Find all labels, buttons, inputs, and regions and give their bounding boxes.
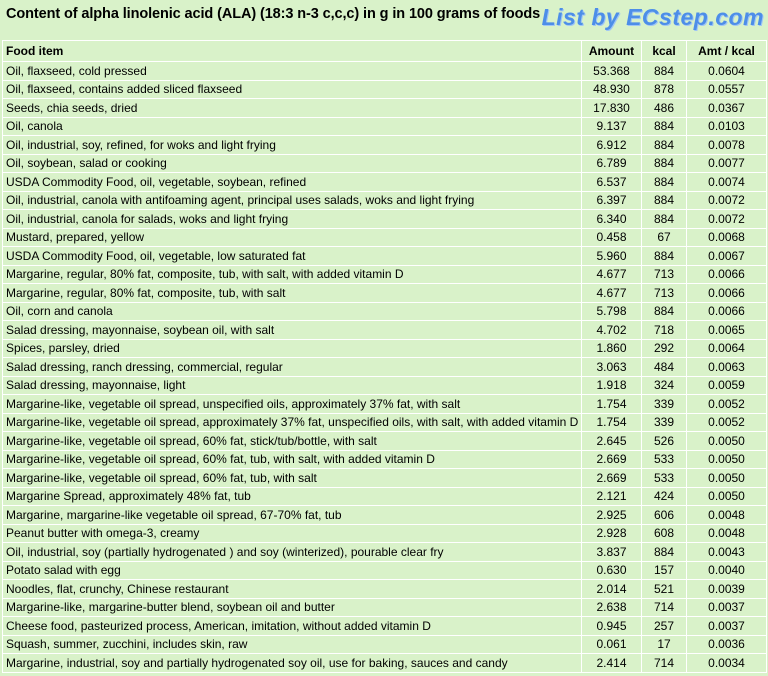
table-row [3,376,767,395]
amt-per-kcal-cell: 0.0103 [687,117,767,136]
food-item-cell: Potato salad with egg [3,561,582,580]
amt-per-kcal-cell: 0.0050 [687,450,767,469]
food-item-cell: Margarine-like, margarine-butter blend, soybean oil and butter [3,598,582,617]
amount-cell: 2.121 [582,487,642,506]
kcal-cell: 484 [642,358,687,377]
table-body [3,62,767,673]
amt-per-kcal-cell: 0.0077 [687,154,767,173]
amount-cell: 1.754 [582,395,642,414]
food-item-cell: Mustard, prepared, yellow [3,228,582,247]
amount-cell: 0.061 [582,635,642,654]
amt-per-kcal-cell: 0.0037 [687,598,767,617]
table-row [3,395,767,414]
amt-per-kcal-cell: 0.0064 [687,339,767,358]
amt-per-kcal-cell: 0.0050 [687,487,767,506]
table-row [3,117,767,136]
amt-per-kcal-cell: 0.0034 [687,654,767,673]
kcal-cell: 884 [642,136,687,155]
kcal-cell: 606 [642,506,687,525]
column-header-amount: Amount [582,41,642,62]
amount-cell: 4.702 [582,321,642,340]
amount-cell: 2.928 [582,524,642,543]
kcal-cell: 884 [642,117,687,136]
table-row [3,543,767,562]
food-item-cell: Oil, industrial, soy (partially hydrogenated ) and soy (winterized), pourable clear fry [3,543,582,562]
amount-cell: 1.918 [582,376,642,395]
food-item-cell: Peanut butter with omega-3, creamy [3,524,582,543]
amount-cell: 2.645 [582,432,642,451]
kcal-cell: 257 [642,617,687,636]
table-row [3,284,767,303]
amt-per-kcal-cell: 0.0052 [687,395,767,414]
table-row [3,561,767,580]
table-row [3,154,767,173]
table-row [3,358,767,377]
kcal-cell: 339 [642,413,687,432]
amount-cell: 3.063 [582,358,642,377]
table-row [3,487,767,506]
food-item-cell: Margarine-like, vegetable oil spread, approximately 37% fat, unspecified oils, with salt, with added vitamin D [3,413,582,432]
amount-cell: 2.669 [582,450,642,469]
amt-per-kcal-cell: 0.0066 [687,302,767,321]
amount-cell: 0.945 [582,617,642,636]
table-row [3,339,767,358]
amount-cell: 48.930 [582,80,642,99]
kcal-cell: 713 [642,284,687,303]
food-item-cell: Margarine, industrial, soy and partially hydrogenated soy oil, use for baking, sauces and candy [3,654,582,673]
amount-cell: 1.860 [582,339,642,358]
food-item-cell: Noodles, flat, crunchy, Chinese restaurant [3,580,582,599]
kcal-cell: 714 [642,654,687,673]
amount-cell: 9.137 [582,117,642,136]
column-header-amt-per-kcal: Amt / kcal [687,41,767,62]
table-row [3,99,767,118]
amount-cell: 6.397 [582,191,642,210]
kcal-cell: 884 [642,191,687,210]
kcal-cell: 339 [642,395,687,414]
amount-cell: 6.340 [582,210,642,229]
amt-per-kcal-cell: 0.0037 [687,617,767,636]
table-row [3,450,767,469]
food-item-cell: Margarine, regular, 80% fat, composite, tub, with salt [3,284,582,303]
kcal-cell: 884 [642,173,687,192]
amount-cell: 5.798 [582,302,642,321]
amount-cell: 2.414 [582,654,642,673]
amt-per-kcal-cell: 0.0072 [687,191,767,210]
kcal-cell: 533 [642,469,687,488]
food-item-cell: Margarine, regular, 80% fat, composite, tub, with salt, with added vitamin D [3,265,582,284]
food-item-cell: USDA Commodity Food, oil, vegetable, soybean, refined [3,173,582,192]
kcal-cell: 884 [642,210,687,229]
amount-cell: 5.960 [582,247,642,266]
amount-cell: 2.925 [582,506,642,525]
kcal-cell: 713 [642,265,687,284]
food-item-cell: Oil, flaxseed, cold pressed [3,62,582,81]
amount-cell: 2.014 [582,580,642,599]
amt-per-kcal-cell: 0.0557 [687,80,767,99]
food-item-cell: Oil, flaxseed, contains added sliced flaxseed [3,80,582,99]
amount-cell: 3.837 [582,543,642,562]
kcal-cell: 533 [642,450,687,469]
table-row [3,302,767,321]
table-row [3,173,767,192]
table-row [3,432,767,451]
food-table [2,40,767,673]
amt-per-kcal-cell: 0.0050 [687,432,767,451]
kcal-cell: 878 [642,80,687,99]
kcal-cell: 424 [642,487,687,506]
kcal-cell: 17 [642,635,687,654]
food-item-cell: Oil, corn and canola [3,302,582,321]
amt-per-kcal-cell: 0.0063 [687,358,767,377]
amount-cell: 0.458 [582,228,642,247]
table-row [3,524,767,543]
kcal-cell: 526 [642,432,687,451]
table-row [3,321,767,340]
table-row [3,635,767,654]
kcal-cell: 521 [642,580,687,599]
amount-cell: 53.368 [582,62,642,81]
amount-cell: 6.912 [582,136,642,155]
food-item-cell: Oil, canola [3,117,582,136]
amount-cell: 0.630 [582,561,642,580]
food-item-cell: Seeds, chia seeds, dried [3,99,582,118]
kcal-cell: 714 [642,598,687,617]
amt-per-kcal-cell: 0.0068 [687,228,767,247]
kcal-cell: 884 [642,302,687,321]
amount-cell: 1.754 [582,413,642,432]
amt-per-kcal-cell: 0.0066 [687,284,767,303]
food-item-cell: Salad dressing, mayonnaise, soybean oil, with salt [3,321,582,340]
food-item-cell: Oil, soybean, salad or cooking [3,154,582,173]
food-item-cell: Spices, parsley, dried [3,339,582,358]
table-row [3,247,767,266]
food-item-cell: Oil, industrial, canola with antifoaming agent, principal uses salads, woks and light frying [3,191,582,210]
amount-cell: 4.677 [582,284,642,303]
amt-per-kcal-cell: 0.0059 [687,376,767,395]
amt-per-kcal-cell: 0.0048 [687,524,767,543]
amt-per-kcal-cell: 0.0072 [687,210,767,229]
kcal-cell: 884 [642,543,687,562]
table-row [3,580,767,599]
food-item-cell: Salad dressing, ranch dressing, commercial, regular [3,358,582,377]
table-row [3,506,767,525]
amt-per-kcal-cell: 0.0078 [687,136,767,155]
food-item-cell: Margarine Spread, approximately 48% fat, tub [3,487,582,506]
food-item-cell: Margarine, margarine-like vegetable oil spread, 67-70% fat, tub [3,506,582,525]
kcal-cell: 608 [642,524,687,543]
food-item-cell: Margarine-like, vegetable oil spread, 60% fat, stick/tub/bottle, with salt [3,432,582,451]
amount-cell: 2.638 [582,598,642,617]
food-item-cell: Margarine-like, vegetable oil spread, 60% fat, tub, with salt, with added vitamin D [3,450,582,469]
amount-cell: 17.830 [582,99,642,118]
amt-per-kcal-cell: 0.0066 [687,265,767,284]
table-row [3,210,767,229]
table-row [3,191,767,210]
table-row [3,413,767,432]
amount-cell: 4.677 [582,265,642,284]
amount-cell: 2.669 [582,469,642,488]
amt-per-kcal-cell: 0.0039 [687,580,767,599]
food-item-cell: Margarine-like, vegetable oil spread, 60% fat, tub, with salt [3,469,582,488]
table-row [3,654,767,673]
amt-per-kcal-cell: 0.0367 [687,99,767,118]
kcal-cell: 324 [642,376,687,395]
amount-cell: 6.537 [582,173,642,192]
kcal-cell: 292 [642,339,687,358]
amt-per-kcal-cell: 0.0074 [687,173,767,192]
column-header-kcal: kcal [642,41,687,62]
food-item-cell: Squash, summer, zucchini, includes skin, raw [3,635,582,654]
kcal-cell: 157 [642,561,687,580]
amount-cell: 6.789 [582,154,642,173]
table-row [3,617,767,636]
column-header-food-item: Food item [3,41,582,62]
amt-per-kcal-cell: 0.0050 [687,469,767,488]
food-item-cell: Cheese food, pasteurized process, American, imitation, without added vitamin D [3,617,582,636]
table-row [3,62,767,81]
food-item-cell: Margarine-like, vegetable oil spread, unspecified oils, approximately 37% fat, with salt [3,395,582,414]
table-row [3,136,767,155]
food-item-cell: Salad dressing, mayonnaise, light [3,376,582,395]
amt-per-kcal-cell: 0.0040 [687,561,767,580]
amt-per-kcal-cell: 0.0036 [687,635,767,654]
kcal-cell: 884 [642,62,687,81]
kcal-cell: 718 [642,321,687,340]
amt-per-kcal-cell: 0.0048 [687,506,767,525]
page-title: Content of alpha linolenic acid (ALA) (18:3 n-3 c,c,c) in g in 100 grams of foods [6,6,541,22]
table-row [3,80,767,99]
amt-per-kcal-cell: 0.0604 [687,62,767,81]
kcal-cell: 486 [642,99,687,118]
site-brand[interactable]: List by ECstep.com [541,4,764,30]
kcal-cell: 67 [642,228,687,247]
amt-per-kcal-cell: 0.0065 [687,321,767,340]
kcal-cell: 884 [642,247,687,266]
food-item-cell: USDA Commodity Food, oil, vegetable, low saturated fat [3,247,582,266]
amt-per-kcal-cell: 0.0052 [687,413,767,432]
food-item-cell: Oil, industrial, canola for salads, woks and light frying [3,210,582,229]
table-header-row [3,41,767,62]
table-row [3,598,767,617]
amt-per-kcal-cell: 0.0067 [687,247,767,266]
table-row [3,265,767,284]
amt-per-kcal-cell: 0.0043 [687,543,767,562]
kcal-cell: 884 [642,154,687,173]
table-row [3,228,767,247]
table-row [3,469,767,488]
food-item-cell: Oil, industrial, soy, refined, for woks and light frying [3,136,582,155]
